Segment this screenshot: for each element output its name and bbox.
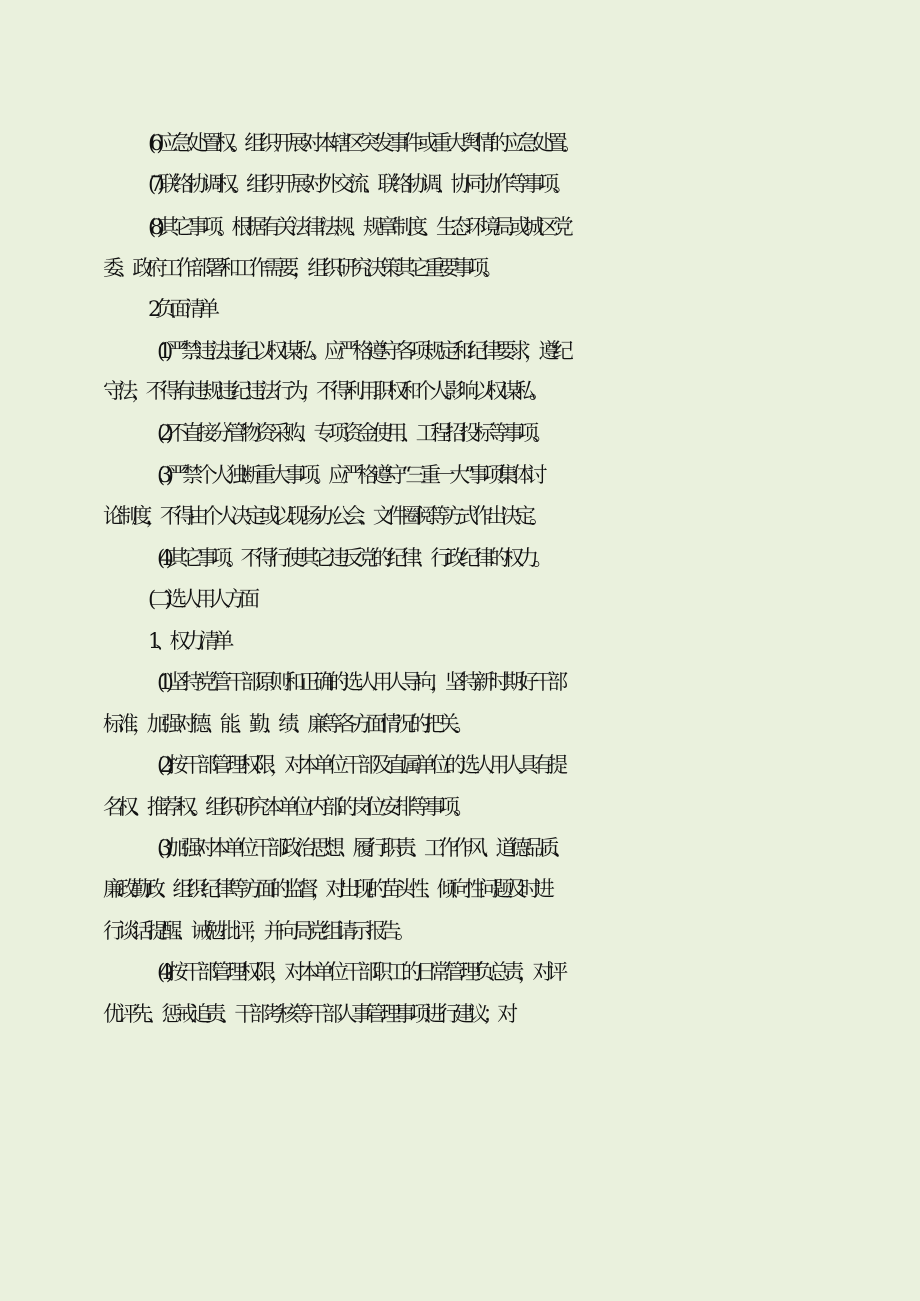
neg-4: (4)其它事项。不得行使其它违反党的纪律、行政纪律的权力。 bbox=[157, 546, 548, 570]
para-8-other-line2: 委、政府工作部署和工作需要，组织研究决策其它重要事项。 bbox=[103, 256, 498, 280]
para-6-emergency: (6)应急处置权。组织开展对本辖区突发事件或重大舆情的应急处置。 bbox=[148, 131, 576, 155]
power-3-line1: (3)加强对本单位干部政治思想、履行职责、工作作风、道德品质、 bbox=[157, 836, 568, 860]
para-7-coordination: (7)联络协调权。组织开展对外交流、联络协调、协同协作等事项。 bbox=[148, 172, 568, 196]
power-1-line2: 标准，加强对德、能、勤、绩、廉等各方面情况的把关。 bbox=[103, 712, 468, 736]
power-2-line2: 名权、推荐权。组织研究本单位内部的岗位安排等事项。 bbox=[103, 795, 468, 819]
neg-1-line1: (1)严禁违法违纪以权谋私。应严格遵守各项规定和纪律要求，遵纪 bbox=[157, 339, 568, 363]
power-3-line2: 廉政勤政、组织纪律等方面的监督，对出现的苗头性、倾向性问题及时进 bbox=[103, 877, 548, 901]
neg-1-line2: 守法，不得有违规违纪违法行为，不得利用职权和个人影响以权谋私。 bbox=[103, 379, 544, 403]
heading-negative-list: 2.负面清单 bbox=[148, 297, 214, 321]
power-3-line3: 行谈话提醒、诫勉批评，并向局党组请示报告。 bbox=[103, 919, 410, 943]
neg-3-line2: 论制度，不得由个人决定或以现场办公会、文件圈阅等方式作出决定。 bbox=[103, 504, 544, 528]
power-4-line1: (4)按干部管理权限，对本单位干部职工的日常管理负总责，对评 bbox=[157, 960, 562, 984]
neg-2: (2)不直接分管物资采购、专项资金使用、工程招投标等事项。 bbox=[157, 421, 548, 445]
heading-personnel-selection: (二)选人用人方面 bbox=[148, 587, 254, 611]
para-8-other-line1: (8)其它事项。根据有关法律法规、规章制度、生态环境局或城区党 bbox=[148, 215, 568, 239]
power-4-line2: 优评先、惩戒追责、干部考核等干部人事管理事项进行建议；对 bbox=[103, 1002, 512, 1026]
heading-power-list: 1、权力清单 bbox=[148, 629, 228, 653]
power-2-line1: (2)按干部管理权限，对本单位干部及直属单位的选人用人具有提 bbox=[157, 753, 562, 777]
neg-3-line1: (3)严禁个人独断重大事项。应严格遵守“三重一大”事项集体讨 bbox=[157, 463, 542, 487]
power-1-line1: (1)坚持党管干部原则和正确的选人用人导向，坚持新时期好干部 bbox=[157, 670, 562, 694]
